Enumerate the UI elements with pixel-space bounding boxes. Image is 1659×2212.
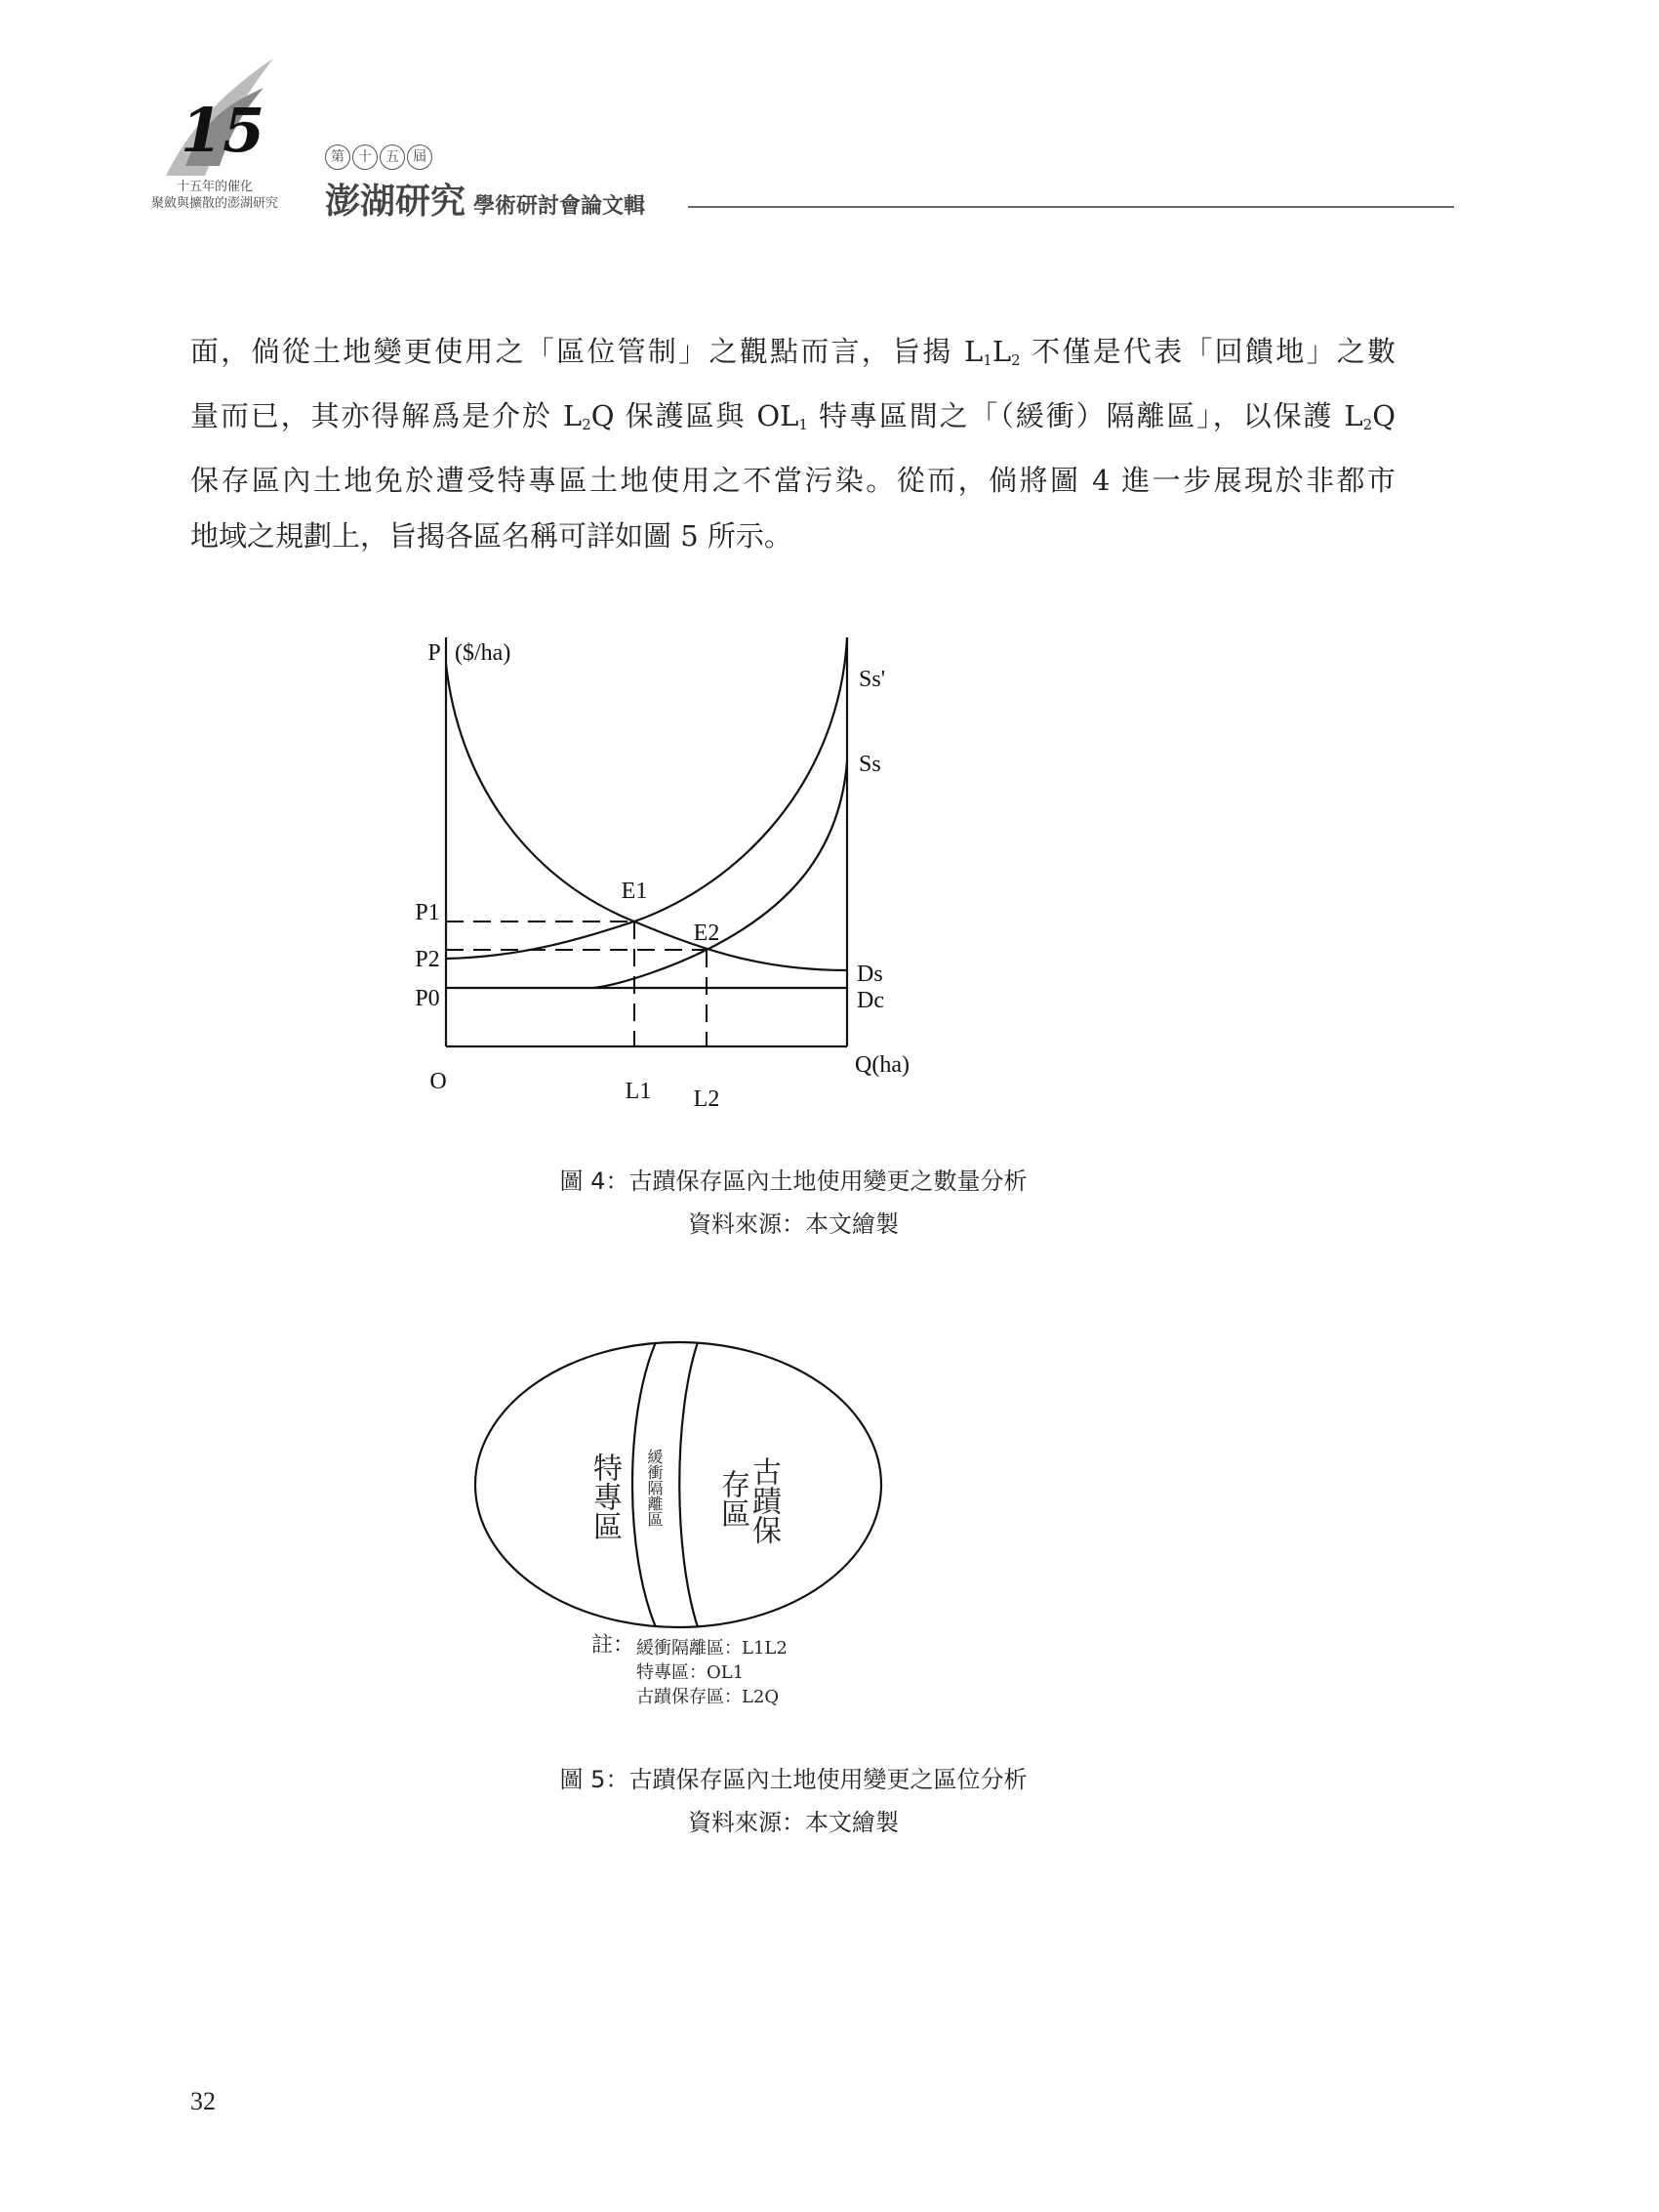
point-e1: E1 <box>621 879 648 904</box>
label-ss: Ss <box>859 752 881 777</box>
text-run: Q 保護區與 OL <box>590 399 799 432</box>
tick-p2: P2 <box>415 947 440 972</box>
buffer-right-boundary <box>679 1342 698 1627</box>
note-list <box>636 1636 788 1709</box>
logo-subtitle-line: 十五年的催化 <box>176 180 253 194</box>
text-run: Q <box>1372 399 1396 432</box>
note-item: 古蹟保存區：L2Q <box>636 1687 780 1707</box>
text-run: 地域之規劃上，旨揭各區名稱可詳如圖 5 所示。 <box>190 519 792 553</box>
text-run: 特專區間之「（緩衝）隔離區」，以保護 L <box>807 399 1363 432</box>
text-run: 面，倘從土地變更使用之「區位管制」之觀點而言，旨揭 L <box>190 335 984 368</box>
zone-heritage-label-1: 古蹟保 <box>747 1456 781 1544</box>
tick-p1: P1 <box>415 900 440 925</box>
tick-l2: L2 <box>693 1086 720 1112</box>
figure-4-caption: 圖 4：古蹟保存區內土地使用變更之數量分析 <box>559 1167 1028 1195</box>
curve-ds <box>446 664 847 970</box>
logo-number: 15 <box>181 95 265 166</box>
figure-5-source: 資料來源：本文繪製 <box>688 1809 899 1836</box>
text-run: 保存區內土地免於遭受特專區土地使用之不當污染。從而，倘將圖 4 進一步展現於非都市 <box>190 464 1396 497</box>
note-item: 特專區：OL1 <box>636 1662 745 1683</box>
note-item: 緩衝隔離區：L1L2 <box>636 1638 788 1659</box>
subscript: 1 <box>798 416 808 433</box>
zone-heritage-label-2: 存區 <box>715 1469 749 1528</box>
text-run: 量而已，其亦得解爲是介於 L <box>190 399 583 432</box>
label-ds: Ds <box>857 962 883 987</box>
curve-ss-prime <box>446 637 847 959</box>
page-number: 32 <box>190 2087 216 2115</box>
note-label: 註： <box>591 1633 635 1658</box>
y-axis-unit: ($/ha) <box>455 640 511 666</box>
edition-char: 第 <box>325 144 350 170</box>
label-dc: Dc <box>857 988 884 1013</box>
figure-4-source: 資料來源：本文繪製 <box>688 1210 899 1238</box>
logo-subtitle-line: 聚斂與擴散的澎湖研究 <box>150 196 278 211</box>
text-run: L <box>991 335 1012 368</box>
x-axis-label: Q(ha) <box>855 1052 910 1078</box>
subscript: 2 <box>582 416 591 433</box>
edition-char: 屆 <box>407 144 432 170</box>
edition-char: 五 <box>380 144 405 170</box>
journal-title-main: 澎湖研究 <box>325 181 466 222</box>
figure-5-diagram <box>0 1269 1659 1679</box>
subscript: 2 <box>1362 416 1373 433</box>
region-ellipse <box>475 1342 881 1627</box>
subscript: 2 <box>1011 351 1021 369</box>
edition-char: 十 <box>352 144 378 170</box>
origin-label: O <box>429 1069 447 1094</box>
label-ss-prime: Ss' <box>859 667 886 692</box>
tick-l1: L1 <box>625 1079 652 1104</box>
text-run: 不僅是代表「回饋地」之數 <box>1020 335 1396 368</box>
subscript: 1 <box>983 351 992 369</box>
y-axis-label: P <box>427 640 441 666</box>
journal-subtitle: 學術研討會論文輯 <box>473 193 646 219</box>
point-e2: E2 <box>693 921 720 946</box>
zone-buffer-label: 緩衝隔離區 <box>645 1449 664 1527</box>
zone-special-label: 特專區 <box>587 1453 622 1540</box>
tick-p0: P0 <box>415 986 440 1011</box>
figure-5-caption: 圖 5：古蹟保存區內土地使用變更之區位分析 <box>559 1766 1028 1793</box>
